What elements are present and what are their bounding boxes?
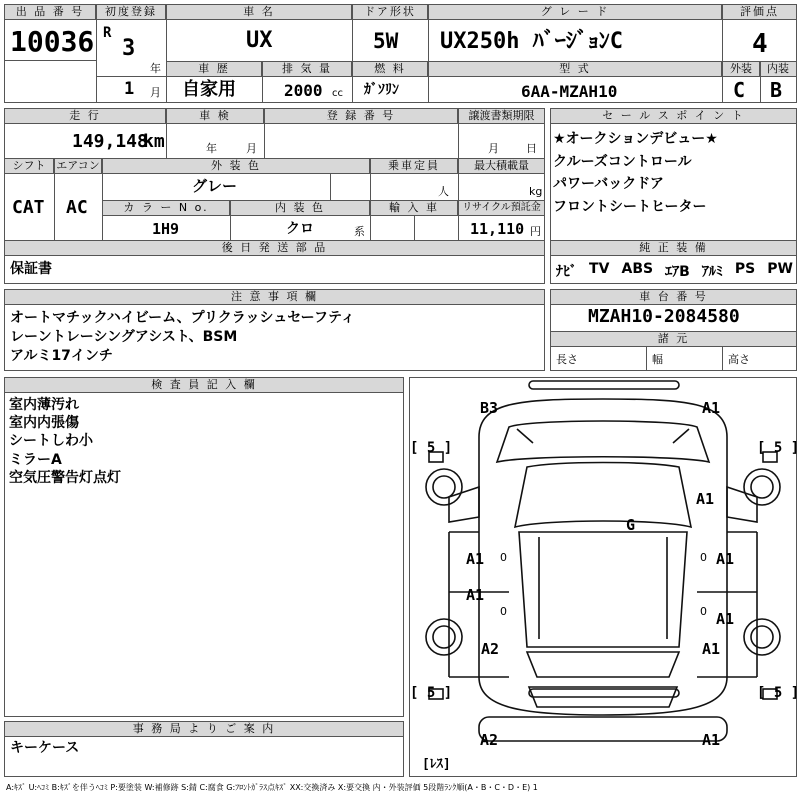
plate-label: 登 録 番 号 <box>264 108 458 124</box>
diagram-bracket-top-left: [ 5 ] <box>410 440 453 456</box>
notes-line: レーントレーシングアシスト、BSM <box>10 329 238 345</box>
month-unit: 月 <box>150 86 161 99</box>
equipment-item-airbag: ｴｱB <box>665 264 690 280</box>
transfer-month: 月 <box>488 142 499 155</box>
color-no: 1H9 <box>152 220 180 238</box>
recycle-unit: 円 <box>530 225 541 238</box>
diagram-a2-bumper-left: A2 <box>480 731 499 749</box>
inspector-line: シートしわ小 <box>9 433 93 450</box>
mileage-label: 走 行 <box>4 108 166 124</box>
chassis-number: MZAH10-2084580 <box>588 306 740 327</box>
mileage: 149,148 <box>72 131 148 152</box>
diagram-a2-left-rear: A2 <box>481 640 500 658</box>
equipment-item-pw: PW <box>767 261 793 277</box>
reg-month: 1 <box>124 79 135 99</box>
diagram-g: G <box>626 516 636 534</box>
fuel: ｶﾞｿﾘﾝ <box>364 82 399 98</box>
ac-label: エアコン <box>54 158 102 174</box>
diagram-b3: B3 <box>480 399 499 417</box>
sales-point-list <box>553 128 718 218</box>
int-grade: B <box>770 78 783 102</box>
inspect-year: 年 <box>206 142 217 155</box>
sales-point-line: クルーズコントロール <box>553 153 692 170</box>
int-color: クロ <box>286 221 314 237</box>
diagram-a1-right-door2: A1 <box>716 610 735 628</box>
model-code: 6AA-MZAH10 <box>521 82 618 101</box>
diagram-bracket-bottom-left: [ 5 ] <box>410 685 453 701</box>
diagram-a1-left-door2: A1 <box>466 586 485 604</box>
color-no-label: カ ラ ー N o. <box>102 200 230 216</box>
history: 自家用 <box>182 79 236 100</box>
history-label: 車 歴 <box>166 61 262 77</box>
transfer-day: 日 <box>526 142 537 155</box>
inspect-month: 月 <box>246 142 257 155</box>
load-label: 最大積載量 <box>458 158 545 174</box>
ext-label: 外装 <box>722 61 760 77</box>
car-diagram-icon <box>409 377 800 777</box>
diagram-a1-right-door1: A1 <box>716 550 735 568</box>
dim-height: 高さ <box>728 353 750 366</box>
diagram-zero-left2: 0 <box>500 605 507 618</box>
recycle-fee: 11,110 <box>470 220 525 238</box>
sales-point-line: パワーバックドア <box>553 176 664 192</box>
later-parts: 保証書 <box>10 261 52 277</box>
inspector-line: 室内内張傷 <box>9 415 79 432</box>
later-parts-label: 後 日 発 送 部 品 <box>4 240 545 256</box>
lot-number: 10036 <box>10 25 95 58</box>
year-unit: 年 <box>150 62 161 75</box>
office-note: キーケース <box>10 740 80 756</box>
notes-line: アルミ17インチ <box>10 348 113 364</box>
equipment-label: 純 正 装 備 <box>550 240 797 256</box>
diagram-bracket-bottom-right: [ 5 ] <box>757 685 800 701</box>
displacement: 2000 <box>284 81 323 100</box>
notes-line: オートマチックハイビーム、プリクラッシュセーフティ <box>10 310 355 326</box>
int-label: 内装 <box>759 61 797 77</box>
ext-color: グレー <box>192 177 238 195</box>
reg-year: 3 <box>122 36 136 61</box>
door-type: 5W <box>373 29 399 53</box>
capacity-label: 乗車定員 <box>370 158 458 174</box>
car-name-label: 車 名 <box>166 4 352 20</box>
sales-point-line: ★オークションデビュー★ <box>553 131 718 147</box>
disp-unit: cc <box>332 88 343 99</box>
equipment-item-navi: ﾅﾋﾞ <box>556 264 577 280</box>
equipment-item-abs: ABS <box>621 261 654 277</box>
dim-length: 長さ <box>556 353 578 366</box>
inspector-list <box>9 396 121 487</box>
inspector-line: ミラーA <box>9 451 62 468</box>
mileage-unit: km <box>143 131 165 152</box>
diagram-a1-right-upper: A1 <box>696 490 715 508</box>
grade-label: グ レ ー ド <box>428 4 722 20</box>
score-label: 評価点 <box>722 4 797 20</box>
inspect-label: 車 検 <box>166 108 264 124</box>
diagram-zero-left1: 0 <box>500 551 507 564</box>
diagram-a1-bumper-right: A1 <box>702 731 721 749</box>
fuel-label: 燃 料 <box>352 61 428 77</box>
inspector-line: 室内薄汚れ <box>9 397 79 413</box>
dim-width: 幅 <box>652 353 663 366</box>
diagram-a1-left-door1: A1 <box>466 550 485 568</box>
diagram-bracket-top-right: [ 5 ] <box>757 440 800 456</box>
sales-point-label: セ ー ル ス ポ イ ン ト <box>550 108 797 124</box>
import-label: 輸 入 車 <box>370 200 458 216</box>
equipment-item-ps: PS <box>734 261 756 277</box>
legend: A:ｷｽﾞ U:ﾍｺﾐ B:ｷｽﾞを伴うﾍｺﾐ P:要塗装 W:補修跡 S:錆 C:腐食 G:ﾌﾛﾝﾄｶﾞﾗｽ点ｷｽﾞ XX:交換済み X:要交換 内・外装評価 5段階ﾗﾝｸ順(A・B・C・D・E) 1 <box>6 783 538 792</box>
era: R <box>103 25 112 41</box>
car-name: UX <box>246 28 273 53</box>
ext-grade: C <box>733 78 746 102</box>
chassis-label: 車 台 番 号 <box>550 289 797 305</box>
inspector-line: 空気圧警告灯点灯 <box>9 469 121 486</box>
model-label: 型 式 <box>428 61 722 77</box>
equipment-item-tv: TV <box>589 261 610 277</box>
office-label: 事 務 局 よ り ご 案 内 <box>4 721 404 737</box>
diagram-less: [ﾚｽ] <box>422 757 451 772</box>
diagram-a1-right-rear: A1 <box>702 640 721 658</box>
disp-label: 排 気 量 <box>262 61 352 77</box>
inspector-label: 検 査 員 記 入 欄 <box>4 377 404 393</box>
notes-label: 注 意 事 項 欄 <box>4 289 545 305</box>
lot-label: 出 品 番 号 <box>4 4 96 20</box>
notes-list <box>10 309 355 366</box>
dims-label: 諸 元 <box>550 331 797 347</box>
shift-label: シフト <box>4 158 54 174</box>
int-color-unit: 系 <box>354 225 365 238</box>
first-reg-label: 初度登録 <box>96 4 166 20</box>
equipment-item-alloy: ｱﾙﾐ <box>701 264 723 280</box>
int-color-label: 内 装 色 <box>230 200 370 216</box>
diagram-zero-right2: 0 <box>700 605 707 618</box>
shift: CAT <box>12 197 45 218</box>
sales-point-line: フロントシートヒーター <box>553 198 707 215</box>
ac: AC <box>66 197 88 218</box>
capacity-unit: 人 <box>438 185 449 198</box>
recycle-label: リサイクル預託金 <box>458 200 545 216</box>
grade: UX250h ﾊﾞｰｼﾞｮﾝC <box>440 29 623 54</box>
transfer-label: 譲渡書類期限 <box>458 108 545 124</box>
load-unit: kg <box>529 185 543 198</box>
door-label: ドア形状 <box>352 4 428 20</box>
equipment-list <box>556 261 793 281</box>
color-label: 外 装 色 <box>102 158 370 174</box>
score: 4 <box>752 29 768 59</box>
diagram-a1-front-right: A1 <box>702 399 721 417</box>
diagram-zero-right1: 0 <box>700 551 707 564</box>
